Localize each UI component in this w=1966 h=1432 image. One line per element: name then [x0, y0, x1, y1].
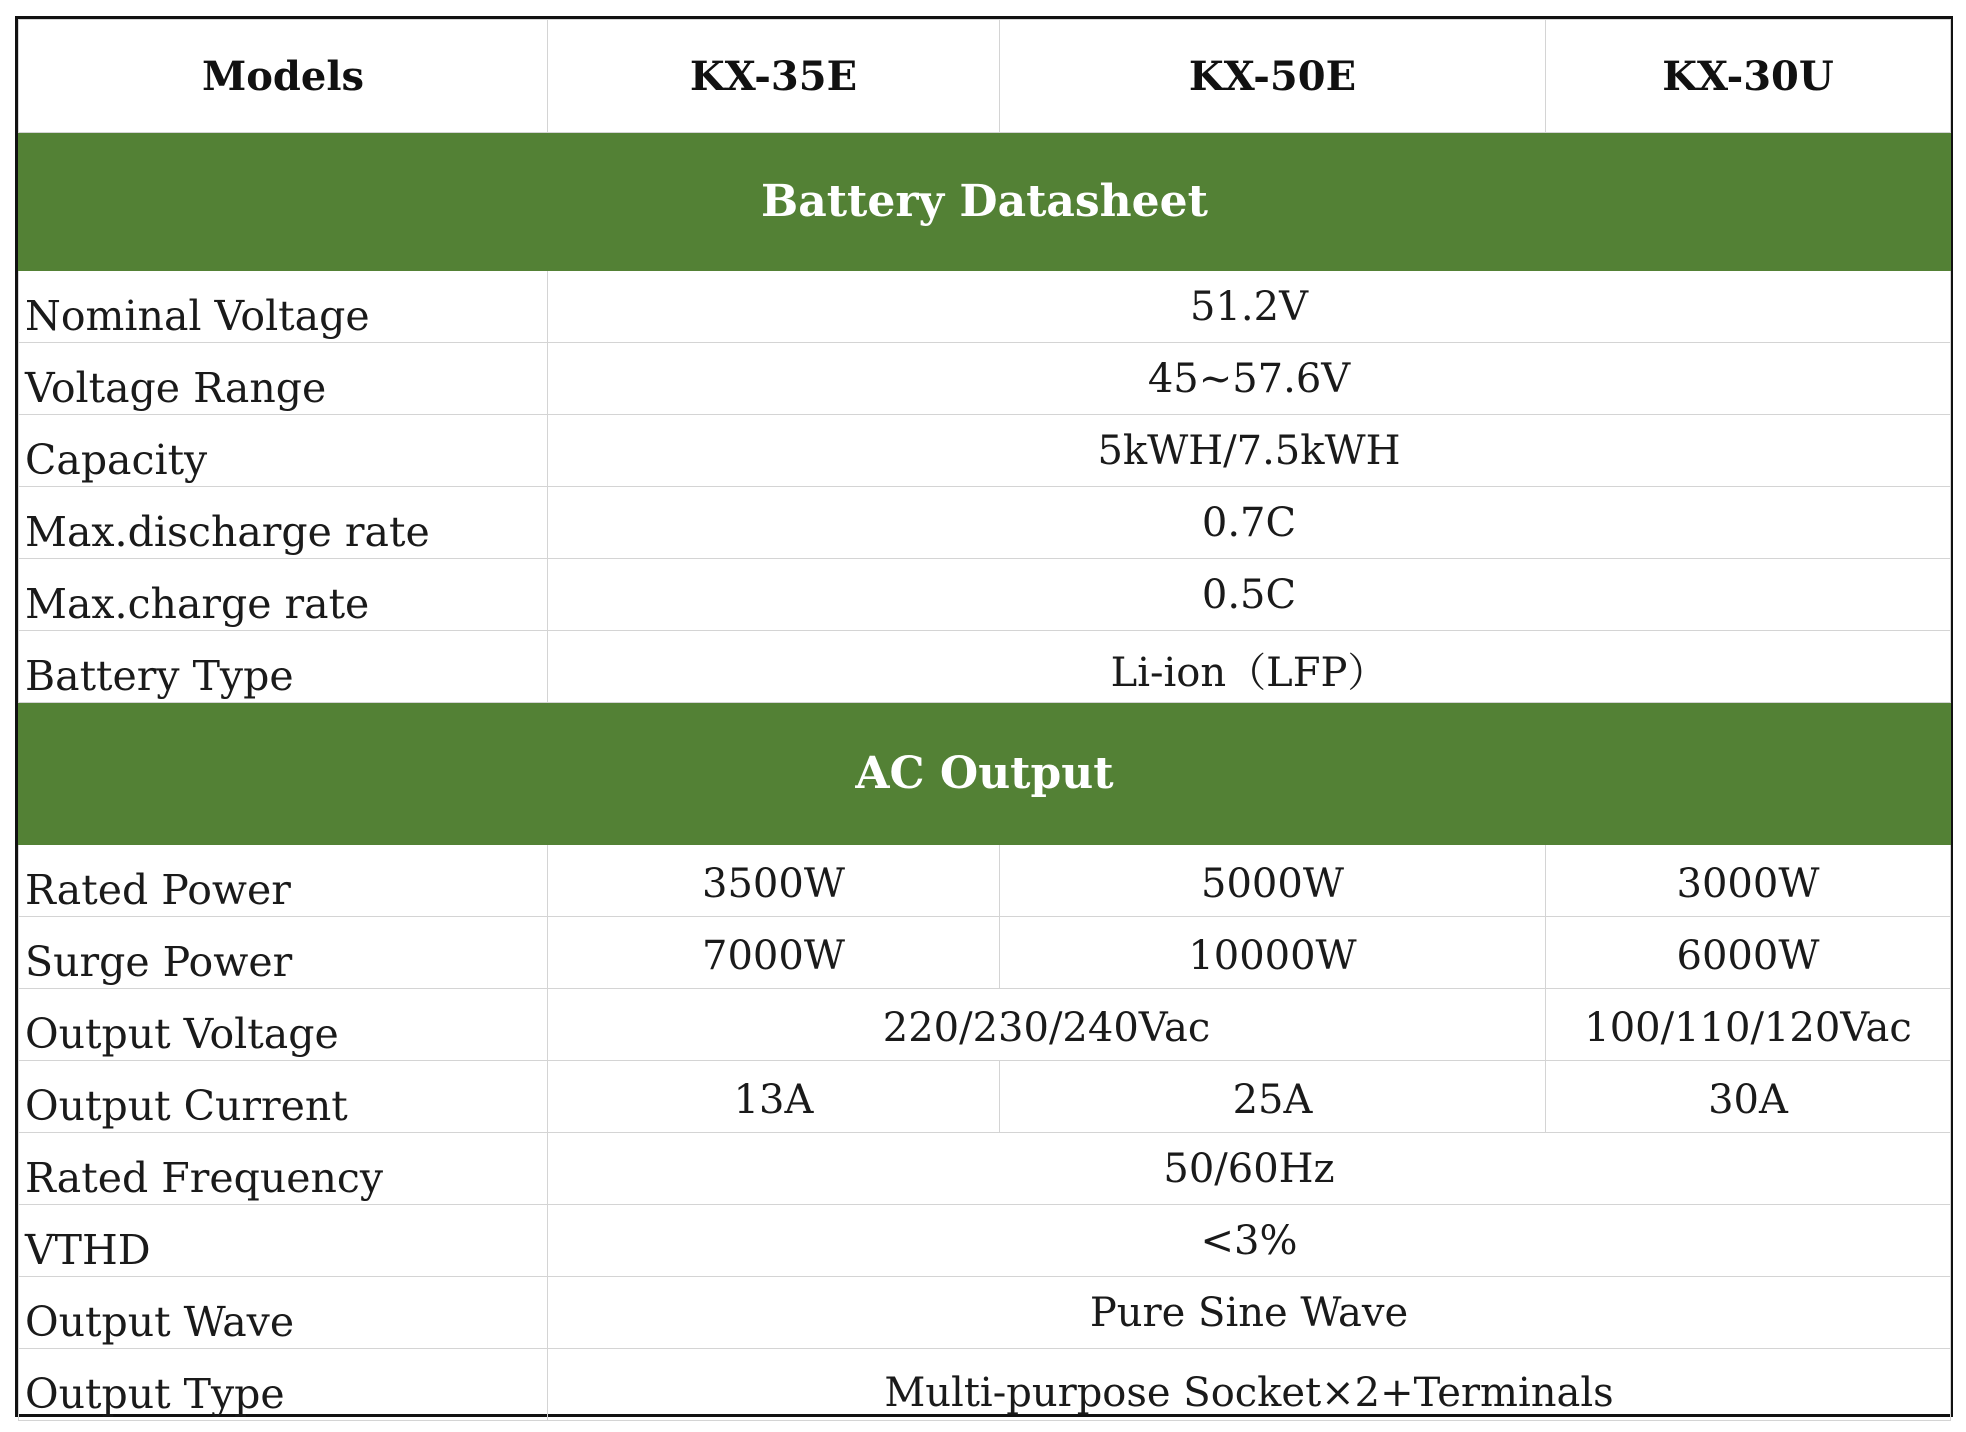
table-row [19, 1349, 1951, 1421]
row-value: 51.2V [548, 271, 1951, 343]
table-row [19, 845, 1951, 917]
row-value-kx-30u: 3000W [1546, 845, 1951, 917]
row-label: Output Voltage [19, 989, 548, 1061]
spec-table [18, 19, 1951, 1421]
row-value-kx-35e: 7000W [548, 917, 1000, 989]
row-value-kx-35e: 3500W [548, 845, 1000, 917]
table-row [19, 1205, 1951, 1277]
row-label: Surge Power [19, 917, 548, 989]
row-label: Rated Power [19, 845, 548, 917]
row-value-kx-30u: 6000W [1546, 917, 1951, 989]
model-header-kx-30u: KX-30U [1546, 20, 1951, 133]
row-value: Multi-purpose Socket×2+Terminals [548, 1349, 1951, 1421]
table-row [19, 989, 1951, 1061]
row-value: 5kWH/7.5kWH [548, 415, 1951, 487]
row-label: Battery Type [19, 631, 548, 703]
row-value-kx-35e: 13A [548, 1061, 1000, 1133]
header-row [19, 20, 1951, 133]
battery-section-row [19, 133, 1951, 271]
table-row [19, 271, 1951, 343]
row-label: Max.discharge rate [19, 487, 548, 559]
model-header-kx-35e: KX-35E [548, 20, 1000, 133]
row-value: 45~57.6V [548, 343, 1951, 415]
table-row [19, 1133, 1951, 1205]
row-value-kx-50e: 25A [1000, 1061, 1546, 1133]
row-value-kx-30u: 100/110/120Vac [1546, 989, 1951, 1061]
ac-output-section-row [19, 703, 1951, 845]
row-value-kx-50e: 10000W [1000, 917, 1546, 989]
row-label: Output Current [19, 1061, 548, 1133]
row-value: 50/60Hz [548, 1133, 1951, 1205]
table-row [19, 343, 1951, 415]
row-label: Max.charge rate [19, 559, 548, 631]
table-row [19, 487, 1951, 559]
row-value-kx-50e: 5000W [1000, 845, 1546, 917]
row-label: Capacity [19, 415, 548, 487]
row-value: Pure Sine Wave [548, 1277, 1951, 1349]
row-label: Rated Frequency [19, 1133, 548, 1205]
row-label: Nominal Voltage [19, 271, 548, 343]
row-value-kx-35e-kx-50e: 220/230/240Vac [548, 989, 1546, 1061]
row-value: <3% [548, 1205, 1951, 1277]
spec-sheet [15, 16, 1953, 1417]
row-label: Output Type [19, 1349, 548, 1421]
table-row [19, 631, 1951, 703]
row-value-kx-30u: 30A [1546, 1061, 1951, 1133]
battery-section-title: Battery Datasheet [19, 133, 1951, 271]
row-label: VTHD [19, 1205, 548, 1277]
table-row [19, 559, 1951, 631]
table-row [19, 917, 1951, 989]
row-value: 0.5C [548, 559, 1951, 631]
table-row [19, 1061, 1951, 1133]
row-label: Output Wave [19, 1277, 548, 1349]
ac-output-section-title: AC Output [19, 703, 1951, 845]
row-value: Li-ion（LFP） [548, 631, 1951, 703]
table-row [19, 415, 1951, 487]
table-row [19, 1277, 1951, 1349]
row-label: Voltage Range [19, 343, 548, 415]
models-header-cell: Models [19, 20, 548, 133]
row-value: 0.7C [548, 487, 1951, 559]
model-header-kx-50e: KX-50E [1000, 20, 1546, 133]
